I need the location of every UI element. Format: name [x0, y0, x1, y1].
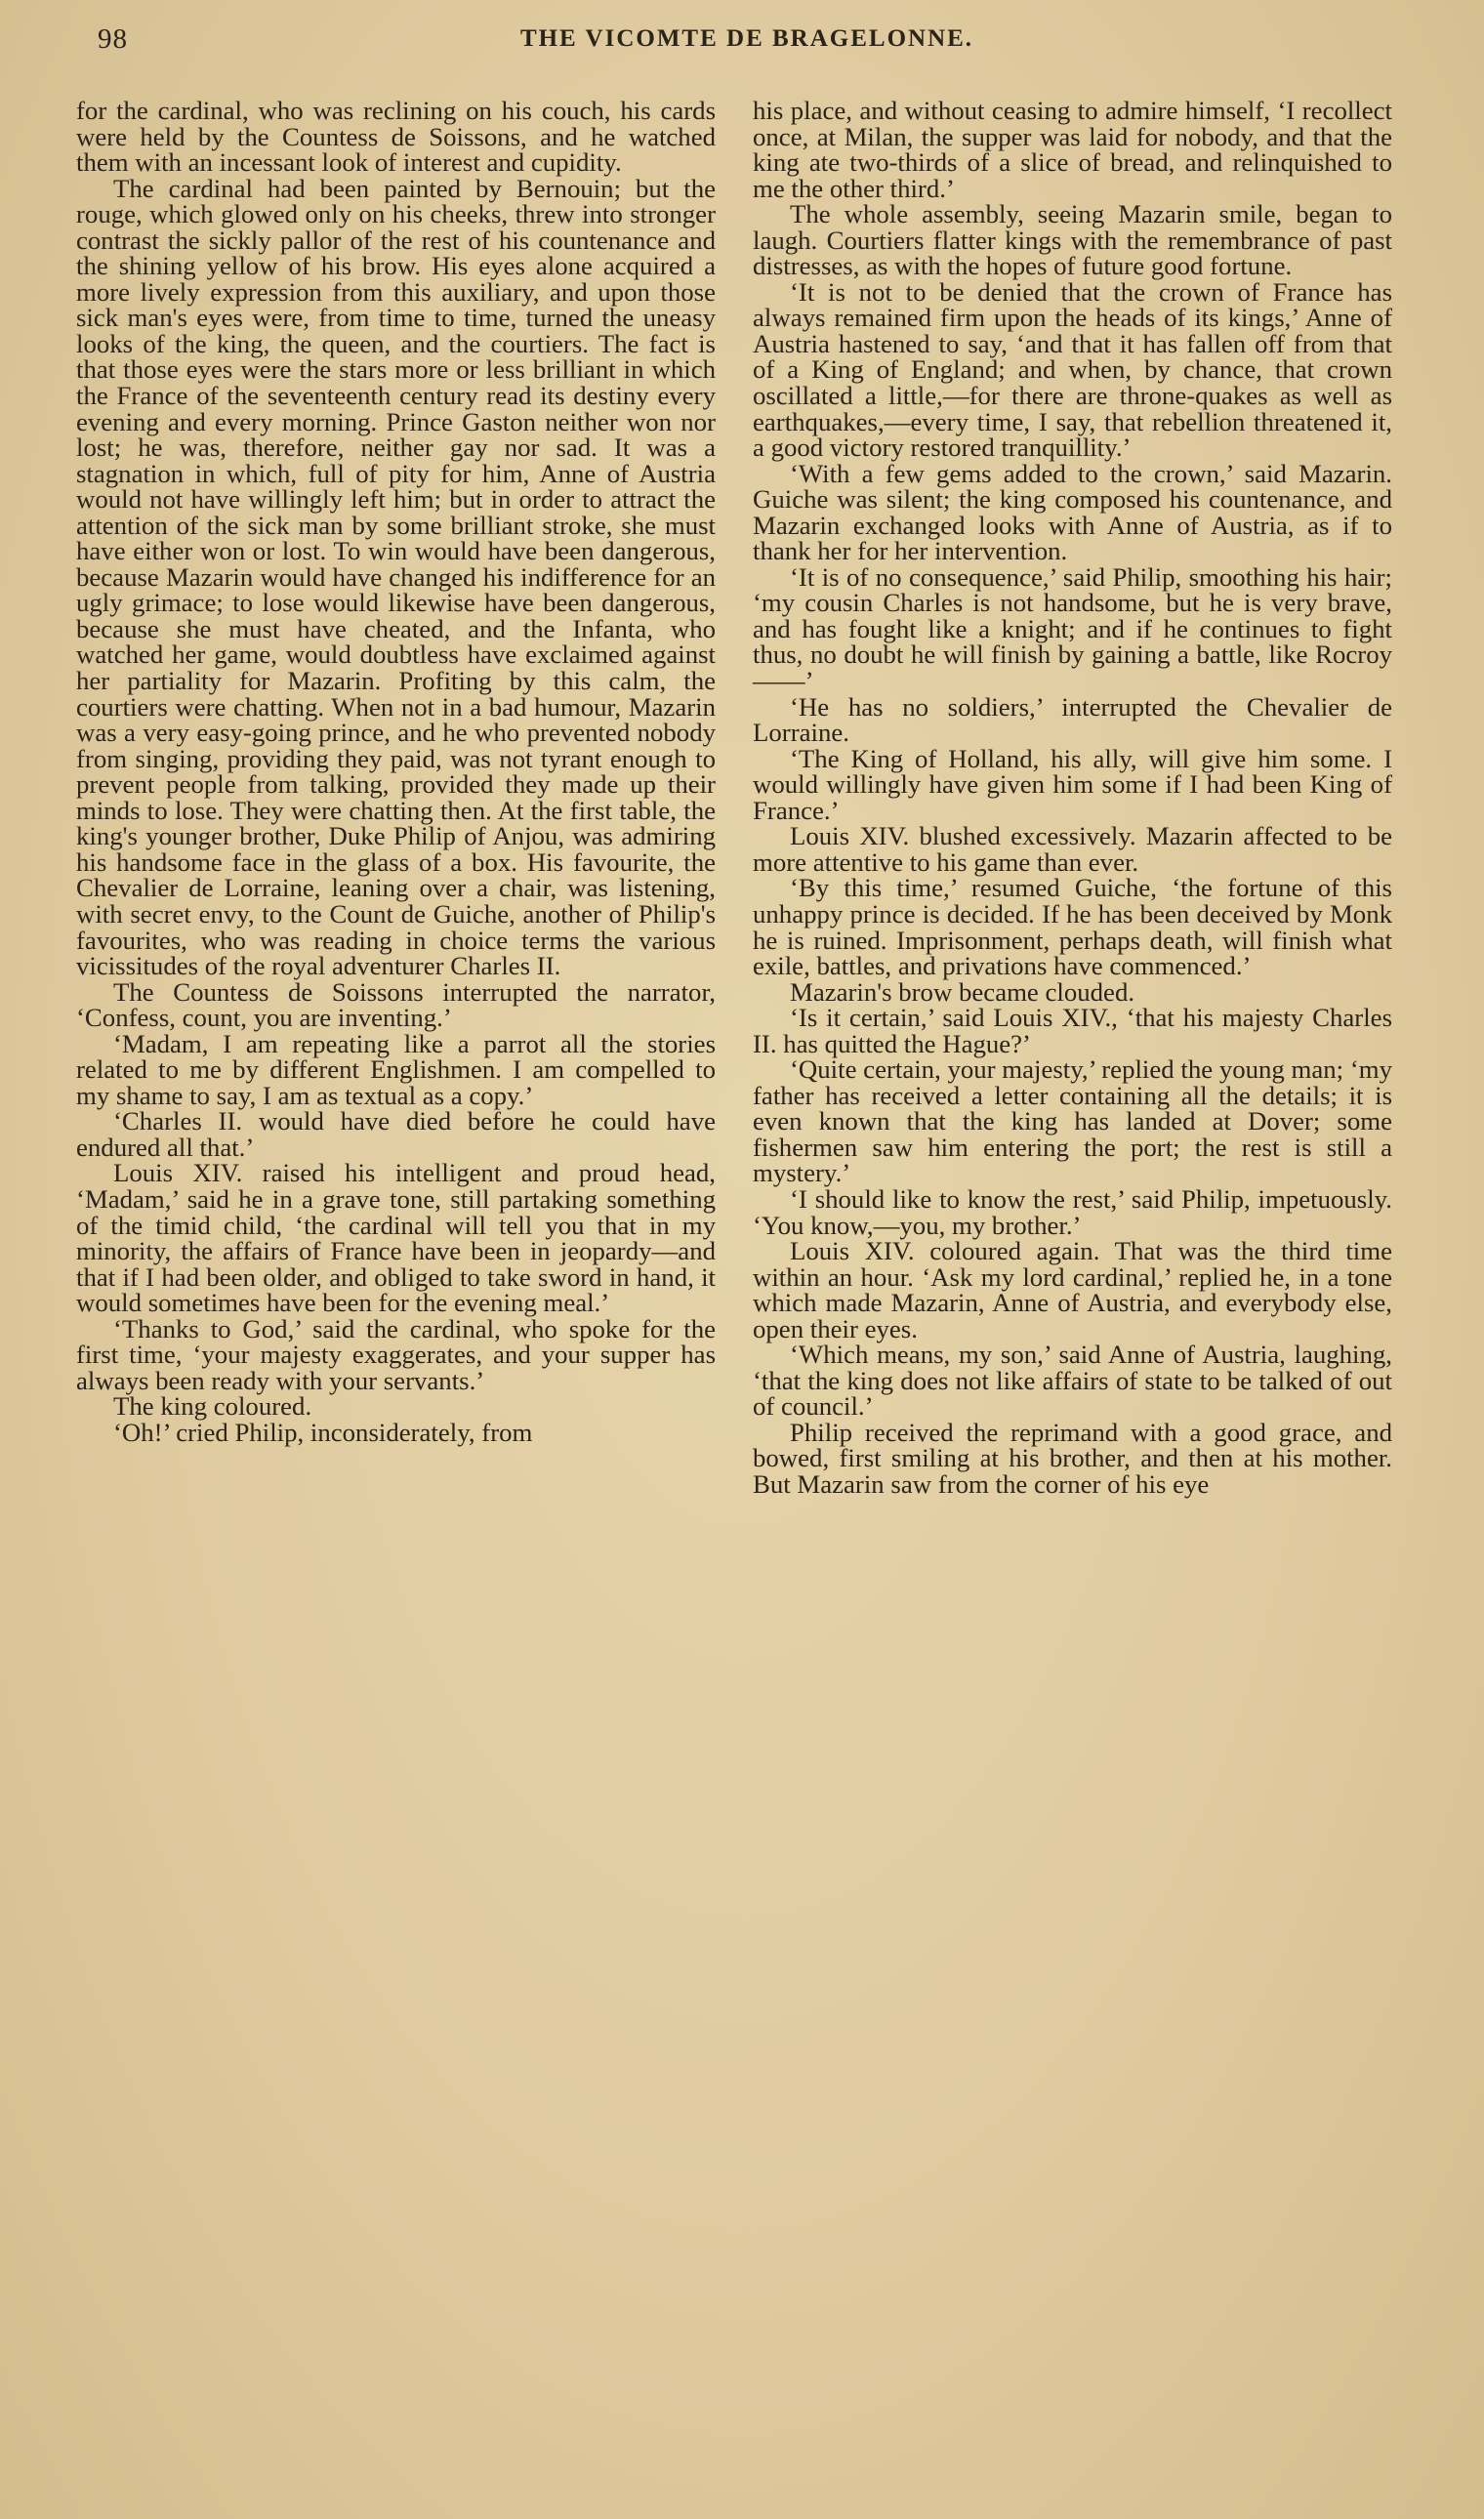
paragraph: ‘Is it certain,’ said Louis XIV., ‘that his majesty Charles II. has quitted the Hague?’ [753, 1003, 1392, 1058]
right-column [753, 98, 1392, 1498]
paragraph: ‘It is not to be denied that the crown of France has always remained firm upon the heads of its kings,’ Anne of Austria hastened to say, ‘and that it has fallen off from that of a King of England; and when, by chance, that crown oscillated a little,—for there are throne-quakes as well as earthquakes,—every time, I say, that rebellion threatened it, a good victory restored tranquillity.’ [753, 276, 1392, 463]
paragraph: ‘With a few gems added to the crown,’ said Mazarin. Guiche was silent; the king composed his countenance, and Mazarin exchanged looks with Anne of Austria, as if to thank her for her intervention. [753, 458, 1392, 566]
paragraph: Philip received the reprimand with a good grace, and bowed, first smiling at his brother, and then at his mother. But Mazarin saw from the corner of his eye [753, 1417, 1392, 1499]
paragraph: ‘Oh!’ cried Philip, inconsiderately, from [113, 1417, 533, 1447]
paragraph: ‘Thanks to God,’ said the cardinal, who spoke for the first time, ‘your majesty exaggerates, and your supper has always been ready with your servants.’ [76, 1313, 716, 1395]
paragraph: The cardinal had been painted by Bernouin; but the rouge, which glowed only on his cheeks, threw into stronger contrast the sickly pallor of the rest of his countenance and the shining yellow of his brow. His eyes alone acquired a more lively expression from this auxiliary, and upon those sick man's eyes were, from time to time, turned the uneasy looks of the king, the queen, and the courtiers. The fact is that those eyes were the stars more or less brilliant in which the France of the seventeenth century read its destiny every evening and every morning. Prince Gaston neither won nor lost; he was, therefore, neither gay nor sad. It was a stagnation in which, full of pity for him, Anne of Austria would not have willingly left him; but in order to attract the attention of the sick man by some brilliant stroke, she must have either won or lost. To win would have been dangerous, because Mazarin would have changed his indifference for an ugly grimace; to lose would likewise have been dangerous, because she must have cheated, and the Infanta, who watched her game, would doubtless have exclaimed against her partiality for Mazarin. Profiting by this calm, the courtiers were chatting. When not in a bad humour, Mazarin was a very easy-going prince, and he who prevented nobody from singing, providing they paid, was not tyrant enough to prevent people from talking, provided they made up their minds to lose. They were chatting then. At the first table, the king's younger brother, Duke Philip of Anjou, was admiring his handsome face in the glass of a box. His favourite, the Chevalier de Lorraine, leaning over a chair, was listening, with secret envy, to the Count de Guiche, another of Philip's favourites, who was reading in choice terms the various vicissitudes of the royal adventurer Charles II. [76, 173, 716, 981]
paragraph: Mazarin's brow became clouded. [790, 976, 1135, 1007]
paragraph: ‘By this time,’ resumed Guiche, ‘the fortune of this unhappy prince is decided. If he has been deceived by Monk he is ruined. Imprisonment, perhaps death, will finish what exile, battles, and privations have commenced.’ [753, 873, 1392, 981]
page-number: 98 [98, 23, 128, 55]
paragraph: Louis XIV. blushed excessively. Mazarin affected to be more attentive to his game than ever. [753, 821, 1392, 877]
paragraph: for the cardinal, who was reclining on his couch, his cards were held by the Countess de Soissons, and he watched them with an incessant look of interest and cupidity. [76, 96, 716, 178]
paragraph: The king coloured. [113, 1391, 312, 1422]
paragraph: The whole assembly, seeing Mazarin smile, began to laugh. Courtiers flatter kings with the remembrance of past distresses, as with the hopes of future good fortune. [753, 199, 1392, 281]
paragraph: ‘Madam, I am repeating like a parrot all the stories related to me by different Englishmen. I am compelled to my shame to say, I am as textual as a copy.’ [76, 1028, 716, 1110]
paragraph: The Countess de Soissons interrupted the narrator, ‘Confess, count, you are inventing.’ [76, 976, 716, 1033]
paragraph: ‘Quite certain, your majesty,’ replied the young man; ‘my father has received a letter containing all the details; it is even known that the king has landed at Dover; some fishermen saw him entering the port; the rest is still a mystery.’ [753, 1054, 1392, 1188]
paragraph: Louis XIV. raised his intelligent and proud head, ‘Madam,’ said he in a grave tone, still partaking something of the timid child, ‘the cardinal will tell you that in my minority, the affairs of France have been in jeopardy—and that if I had been older, and obliged to take sword in hand, it would sometimes have been for the evening meal.’ [76, 1158, 716, 1318]
paragraph: his place, and without ceasing to admire himself, ‘I recollect once, at Milan, the supper was laid for nobody, and that the king ate two-thirds of a slice of bread, and relinquished to me the other third.’ [753, 96, 1392, 203]
paragraph: ‘Which means, my son,’ said Anne of Austria, laughing, ‘that the king does not like affairs of state to be talked of out of council.’ [753, 1340, 1392, 1422]
paragraph: ‘He has no soldiers,’ interrupted the Chevalier de Lorraine. [753, 691, 1392, 748]
paragraph: ‘The King of Holland, his ally, will give him some. I would willingly have given him some if I had been King of France.’ [753, 743, 1392, 825]
page-header [98, 23, 1396, 62]
running-title: THE VICOMTE DE BRAGELONNE. [519, 25, 974, 52]
paragraph: ‘Charles II. would have died before he could have endured all that.’ [76, 1106, 716, 1162]
paragraph: ‘It is of no consequence,’ said Philip, smoothing his hair; ‘my cousin Charles is not handsome, but he is very brave, and has fought like a knight; and if he continues to fight thus, no doubt he will finish by gaining a battle, like Rocroy——’ [753, 561, 1392, 696]
paragraph: Louis XIV. coloured again. That was the third time within an hour. ‘Ask my lord cardinal,’ replied he, in a tone which made Mazarin, Anne of Austria, and everybody else, open their eyes. [753, 1236, 1392, 1343]
left-column [76, 98, 716, 1445]
paragraph: ‘I should like to know the rest,’ said Philip, impetuously. ‘You know,—you, my brother.’ [753, 1183, 1392, 1240]
